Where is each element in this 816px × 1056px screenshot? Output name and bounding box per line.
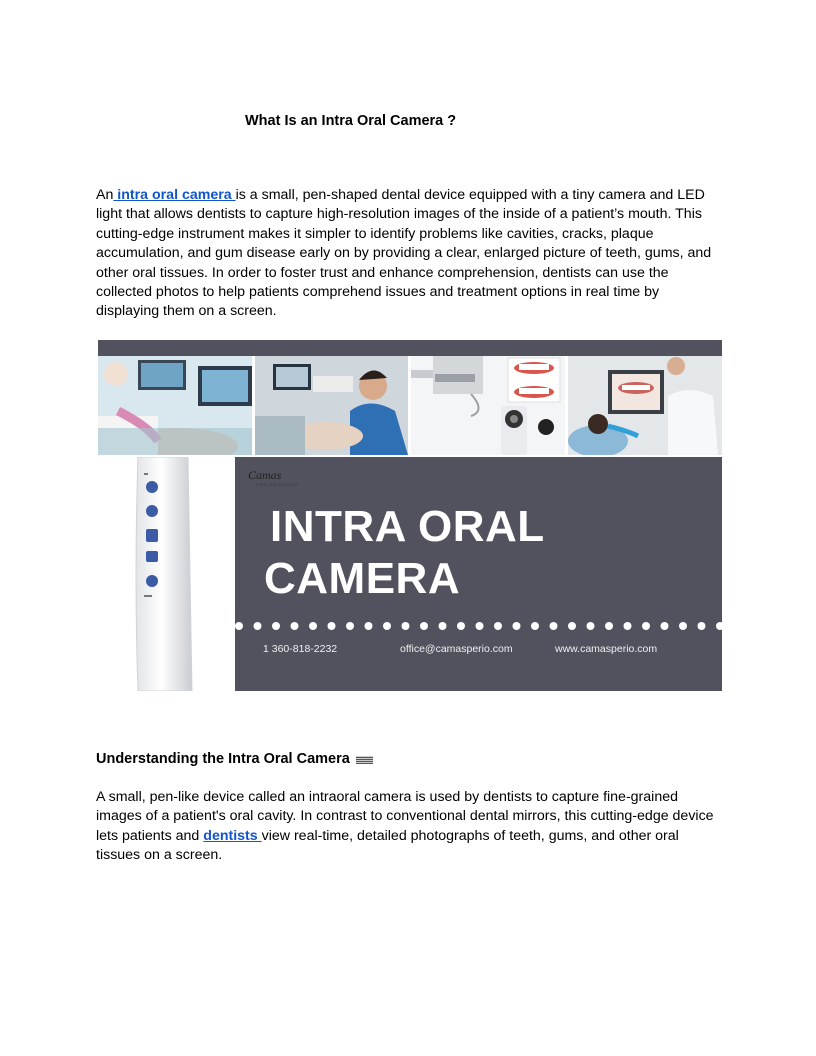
divider-dot	[476, 622, 484, 630]
divider-dot	[439, 622, 447, 630]
camera-device-image	[98, 457, 235, 691]
divider-dot	[679, 622, 687, 630]
divider-dot	[420, 622, 428, 630]
intra-oral-camera-banner	[98, 340, 722, 691]
banner-title-line2: CAMERA	[264, 554, 461, 603]
divider-dot	[605, 622, 613, 630]
divider-dot	[587, 622, 595, 630]
divider-dot	[457, 622, 465, 630]
divider-dot	[568, 622, 576, 630]
intro-lead: An	[96, 187, 114, 203]
camas-logo-subtitle: PERIODONTICS	[256, 482, 299, 487]
banner-top-bar	[98, 340, 722, 356]
divider-dot	[698, 622, 706, 630]
banner-email: office@camasperio.com	[400, 643, 513, 655]
photo-dentist-patient	[255, 356, 408, 455]
section-rest: view real-time, detailed photographs of teeth, gums, and other oral tissues on a screen.	[96, 827, 679, 864]
divider-dot	[661, 622, 669, 630]
photo-dentist-screen	[568, 356, 722, 455]
divider-dot	[235, 622, 243, 630]
dentists-link[interactable]: dentists	[203, 827, 262, 844]
divider-dot	[309, 622, 317, 630]
photo-dentist-monitor	[98, 356, 252, 455]
divider-dot	[642, 622, 650, 630]
divider-dot	[383, 622, 391, 630]
section-heading-text: Understanding the Intra Oral Camera	[96, 751, 350, 767]
divider-dot	[494, 622, 502, 630]
divider-dot	[550, 622, 558, 630]
divider-dot	[328, 622, 336, 630]
divider-dot	[624, 622, 632, 630]
flag-icon	[356, 756, 373, 764]
page-title: What Is an Intra Oral Camera ?	[245, 113, 457, 129]
intro-rest: is a small, pen-shaped dental device equipped with a tiny camera and LED light that allows dentists to capture high-resolution images of the inside of a patient’s mouth. This cutting-edge instrument makes it simpler to identify problems like cavities, cracks, plaque accumulation, and gum disease early on by providing a clear, enlarged picture of teeth, gums, and other oral tissues. In order to foster trust and enhance comprehension, dentists can use the collected photos to help patients comprehend issues and treatment options in real time by displaying them on a screen.	[96, 187, 712, 320]
photo-device-teeth	[411, 356, 565, 455]
divider-dot	[254, 622, 262, 630]
divider-dot	[513, 622, 521, 630]
banner-phone: 1 360-818-2232	[263, 643, 338, 655]
camas-logo: Camas	[248, 468, 282, 482]
divider-dot	[346, 622, 354, 630]
divider-dot	[365, 622, 373, 630]
section-lead: A small, pen-like device called an intraoral camera is used by dentists to capture fine-grained images of a patient's oral cavity. In contrast to conventional dental mirrors, this cutting-edge device lets patients and	[96, 789, 714, 844]
banner-website: www.camasperio.com	[555, 643, 658, 655]
divider-dot	[402, 622, 410, 630]
intra-oral-camera-link[interactable]: intra oral camera	[113, 187, 236, 203]
section-paragraph	[96, 788, 726, 866]
section-heading	[96, 751, 373, 767]
divider-dot	[716, 622, 722, 630]
divider-dot	[272, 622, 280, 630]
divider-dot	[291, 622, 299, 630]
divider-dot	[531, 622, 539, 630]
intro-paragraph	[96, 186, 726, 322]
banner-title-line1: INTRA ORAL	[270, 502, 545, 551]
banner-dot-divider	[235, 620, 722, 632]
